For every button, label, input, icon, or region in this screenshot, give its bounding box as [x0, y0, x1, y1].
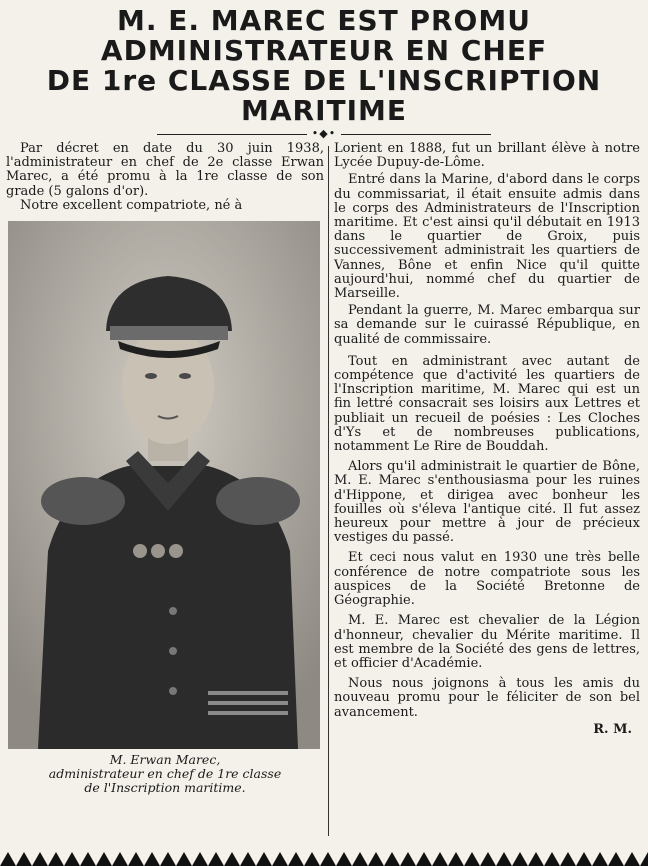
caption-line-2: administrateur en chef de 1re classe: [48, 766, 282, 782]
caption-line-1: M. Erwan Marec,: [109, 752, 221, 768]
headline-line-1: M. E. MAREC EST PROMU: [117, 4, 531, 37]
portrait-image: [8, 221, 320, 749]
right-paragraph: Nous nous joignons à tous les amis du nouveau promu pour le féliciter de son bel avancement.: [334, 676, 640, 720]
right-paragraph: Alors qu'il administrait le quartier de Bône, M. E. Marec s'enthousiasma pour les ruines d'Hippone, et dirigea avec bonheur les fouilles où s'éleva l'antique cité. Il fut assez heureux pour mettre à jour de précieux vestiges du passé.: [334, 459, 640, 546]
author-signature: R. M.: [593, 721, 632, 737]
caption-line-3: de l'Inscription maritime.: [84, 780, 246, 796]
ornament-glyph: •◆•: [311, 127, 337, 140]
article-body: [0, 142, 648, 842]
headline: [0, 0, 648, 126]
left-paragraph: Par décret en date du 30 juin 1938, l'administrateur en chef de 2e classe Erwan Marec, a été promu à la 1re classe de son grade (5 galons d'or).: [6, 141, 324, 199]
right-paragraph: M. E. Marec est chevalier de la Légion d'honneur, chevalier du Mérite maritime. Il est membre de la Société des gens de lettres, et officier d'Académie.: [334, 613, 640, 671]
decorative-bottom-border: [0, 846, 648, 866]
ornament-rule-right: [341, 134, 491, 135]
right-column: [334, 142, 640, 737]
ornament-rule-left: [157, 134, 307, 135]
headline-line-3: DE 1re CLASSE DE L'INSCRIPTION: [46, 64, 602, 97]
right-paragraph: Lorient en 1888, fut un brillant élève à notre Lycée Dupuy-de-Lôme.: [334, 141, 640, 171]
photo-caption: [6, 753, 324, 795]
left-paragraph: Notre excellent compatriote, né à: [20, 197, 243, 213]
right-paragraph: Et ceci nous valut en 1930 une très belle conférence de notre compatriote sous les auspices de la Société Bretonne de Géographie.: [334, 550, 640, 609]
headline-ornament: [0, 128, 648, 140]
right-paragraph: Pendant la guerre, M. Marec embarqua sur sa demande sur le cuirassé République, en qualité de commissaire.: [334, 303, 640, 347]
portrait-photo: [8, 221, 320, 749]
headline-line-4: MARITIME: [240, 94, 408, 127]
headline-line-2: ADMINISTRATEUR EN CHEF: [100, 34, 548, 67]
left-column: [6, 142, 324, 795]
right-paragraph: Entré dans la Marine, d'abord dans le corps du commissariat, il était ensuite admis dans le corps des Administrateurs de l'Inscription maritime. Et c'est ainsi qu'il débutait en 1913 dans le quartier de Groix, puis successivement administrait les quartiers de Vannes, Bône et enfin Nice qu'il quitte aujourd'hui, nommé chef du quartier de Marseille.: [334, 172, 640, 302]
right-paragraph: Tout en administrant avec autant de compétence que d'activité les quartiers de l'Inscription maritime, M. Marec qui est un fin lettré consacrait ses loisirs aux Lettres et publiait un recueil de poésies : Les Cloches d'Ys et de nombreuses publications, notamment Le Rire de Bouddah.: [334, 353, 640, 455]
column-divider: [328, 146, 329, 836]
